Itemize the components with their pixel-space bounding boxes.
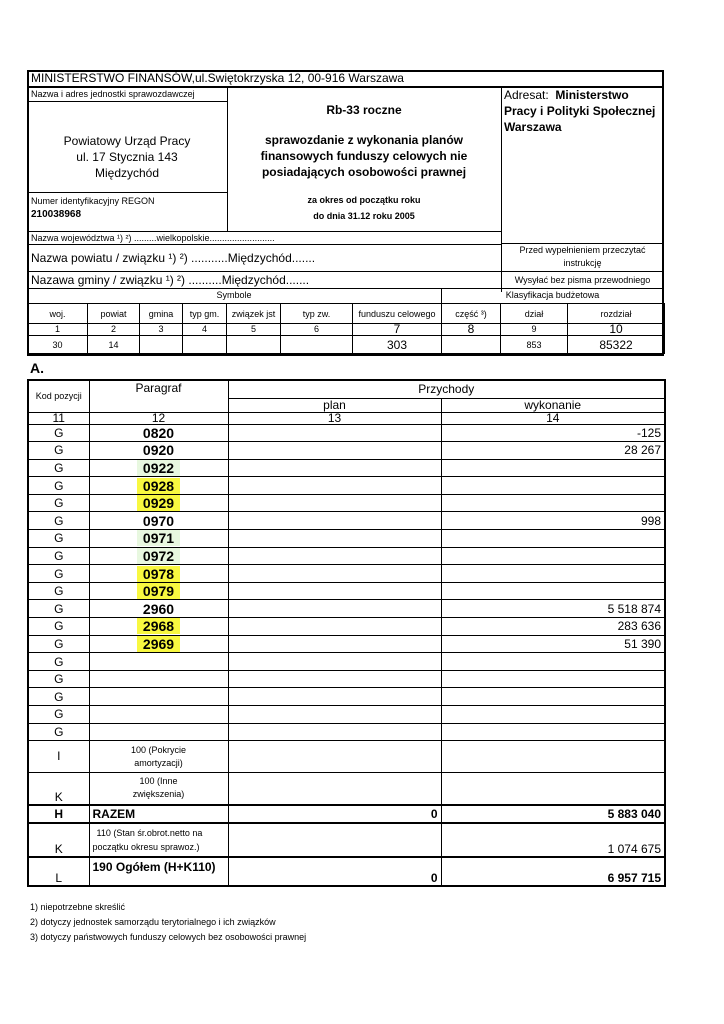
row-code: G — [28, 688, 89, 706]
row-code: G — [28, 670, 89, 688]
row-wykonanie — [441, 653, 665, 671]
row-wykonanie — [441, 459, 665, 477]
paragraph-text: 100 (Inne — [139, 776, 178, 787]
divider — [27, 192, 227, 193]
col-dzial: dział — [501, 304, 568, 324]
footnote: 2) dotyczy jednostek samorządu terytorialnego i ich związków — [30, 917, 276, 927]
col-number: 9 — [501, 324, 568, 336]
table-row — [28, 530, 665, 548]
table-row — [28, 565, 665, 583]
col-gmina: gmina — [140, 304, 183, 324]
paragraph-code: 0928 — [137, 478, 180, 494]
commune: Nazawa gminy / związku ¹) ²) ..........Międzychód....... — [31, 273, 310, 287]
row-wykonanie: -125 — [441, 424, 665, 442]
send-note: Wysyłać bez pisma przewodniego — [514, 275, 651, 285]
row-plan — [228, 565, 441, 583]
row-plan — [228, 688, 441, 706]
row-wykonanie — [441, 706, 665, 724]
paragraph-code: 0920 — [142, 442, 175, 459]
report-period: do dnia 31.12 roku 2005 — [313, 211, 415, 221]
row-plan — [228, 494, 441, 512]
regon-value: 210038968 — [31, 209, 82, 220]
table-row — [28, 688, 665, 706]
paragraph-code: 2960 — [142, 600, 175, 617]
addressee — [504, 88, 629, 102]
paragraph-code: 2968 — [137, 618, 180, 634]
report-period: za okres od początku roku — [307, 195, 421, 205]
col-powiat: powiat — [88, 304, 140, 324]
row-wykonanie: 998 — [441, 512, 665, 530]
col-typ-gm: typ gm. — [183, 304, 227, 324]
row-wykonanie: 5 518 874 — [441, 600, 665, 618]
paragraph-code — [153, 706, 165, 722]
col-typ-zw: typ zw. — [281, 304, 353, 324]
row-plan — [228, 459, 441, 477]
row-plan — [228, 653, 441, 671]
row-plan — [228, 512, 441, 530]
revenue-table — [27, 379, 666, 887]
col-number: 11 — [28, 412, 89, 424]
paragraph-code: 0972 — [137, 548, 180, 564]
row-paragraph — [89, 459, 228, 477]
row-paragraph — [89, 477, 228, 495]
addressee-name: Ministerstwo — [555, 88, 629, 102]
row-wykonanie: 5 883 040 — [441, 805, 665, 823]
row-plan — [228, 530, 441, 548]
header-plan: plan — [228, 398, 441, 412]
col-number: 3 — [140, 324, 183, 336]
row-plan — [228, 706, 441, 724]
paragraph-text: początku okresu sprawoz.) — [92, 841, 200, 852]
row-wykonanie: 1 074 675 — [441, 823, 665, 857]
header-kod: Kod pozycji — [28, 380, 89, 412]
paragraph-code — [153, 671, 165, 687]
section-heading: A. — [30, 360, 44, 376]
header-paragraf: Paragraf — [89, 380, 228, 412]
col-number: 2 — [88, 324, 140, 336]
value-woj: 30 — [28, 336, 88, 354]
table-row — [28, 618, 665, 636]
row-paragraph — [89, 635, 228, 653]
row-code: H — [28, 805, 89, 823]
value-fundusz: 303 — [353, 336, 442, 354]
paragraph-code: 0978 — [137, 566, 180, 582]
header-wykonanie: wykonanie — [441, 398, 665, 412]
row-code: G — [28, 653, 89, 671]
row-paragraph — [89, 706, 228, 724]
paragraph-text: 100 (Pokrycie — [130, 744, 187, 755]
row-plan — [228, 600, 441, 618]
value-zwiazek-jst — [227, 336, 281, 354]
unit-city: Międzychód — [94, 166, 160, 180]
table-row — [28, 670, 665, 688]
row-code: K — [28, 823, 89, 857]
table-row — [28, 600, 665, 618]
col-fundusz: funduszu celowego — [353, 304, 442, 324]
value-rozdzial: 85322 — [568, 336, 665, 354]
row-code: G — [28, 547, 89, 565]
col-number: 13 — [228, 412, 441, 424]
row-paragraph — [89, 600, 228, 618]
row-wykonanie: 283 636 — [441, 618, 665, 636]
row-paragraph — [89, 741, 228, 773]
row-code: G — [28, 459, 89, 477]
row-paragraph — [89, 723, 228, 741]
row-wykonanie — [441, 688, 665, 706]
regon-label: Numer identyfikacyjny REGON — [31, 196, 155, 206]
addressee-label: Adresat: — [504, 88, 549, 102]
row-wykonanie — [441, 477, 665, 495]
divider — [27, 271, 664, 272]
row-code: L — [28, 857, 89, 886]
report-title: posiadających osobowości prawnej — [261, 165, 467, 179]
row-paragraph — [89, 773, 228, 805]
row-wykonanie — [441, 741, 665, 773]
row-plan — [228, 424, 441, 442]
value-czesc — [442, 336, 501, 354]
ministry-line: MINISTERSTWO FINANSÓW,ul.Swiętokrzyska 12, 00-916 Warszawa — [31, 71, 404, 85]
row-code: G — [28, 424, 89, 442]
row-plan — [228, 582, 441, 600]
symbols-label: Symbole — [216, 290, 252, 300]
row-paragraph — [89, 424, 228, 442]
row-wykonanie — [441, 565, 665, 583]
row-paragraph — [89, 565, 228, 583]
table-row — [28, 512, 665, 530]
row-wykonanie: 28 267 — [441, 442, 665, 460]
row-code: I — [28, 741, 89, 773]
col-number: 5 — [227, 324, 281, 336]
row-code: G — [28, 530, 89, 548]
value-gmina — [140, 336, 183, 354]
table-row — [28, 459, 665, 477]
paragraph-text: 110 (Stan śr.obrot.netto na — [96, 827, 203, 838]
unit-name: Powiatowy Urząd Pracy — [63, 134, 191, 148]
col-number: 6 — [281, 324, 353, 336]
row-code: G — [28, 477, 89, 495]
row-code: G — [28, 618, 89, 636]
voivodeship: Nazwa województwa ¹) ²) .........wielkopolskie.......................... — [31, 233, 275, 243]
row-plan: 0 — [228, 805, 441, 823]
addressee-name: Pracy i Polityki Społecznej — [504, 104, 656, 118]
col-number: 10 — [568, 324, 665, 336]
row-plan — [228, 547, 441, 565]
row-plan — [228, 618, 441, 636]
symbols-table — [27, 303, 665, 354]
paragraph-code: 2969 — [137, 636, 180, 652]
divider — [441, 288, 442, 303]
row-code: K — [28, 773, 89, 805]
report-title: sprawozdanie z wykonania planów — [264, 133, 464, 147]
paragraph-code — [153, 654, 165, 670]
table-row — [28, 653, 665, 671]
divider — [501, 243, 664, 244]
col-rozdzial: rozdział — [568, 304, 665, 324]
row-wykonanie: 51 390 — [441, 635, 665, 653]
row-paragraph — [89, 688, 228, 706]
table-row — [28, 706, 665, 724]
row-code: G — [28, 512, 89, 530]
table-row — [28, 582, 665, 600]
row-plan — [228, 635, 441, 653]
header-przychody: Przychody — [228, 380, 665, 398]
col-czesc: część ³) — [442, 304, 501, 324]
col-number: 8 — [442, 324, 501, 336]
col-number: 4 — [183, 324, 227, 336]
row-wykonanie — [441, 582, 665, 600]
row-plan — [228, 741, 441, 773]
row-paragraph — [89, 512, 228, 530]
row-code: G — [28, 706, 89, 724]
paragraph-code: 0820 — [142, 424, 175, 441]
paragraph-code — [153, 689, 165, 705]
row-code: G — [28, 565, 89, 583]
row-paragraph — [89, 653, 228, 671]
row-paragraph — [89, 582, 228, 600]
row-code: G — [28, 635, 89, 653]
row-plan — [228, 477, 441, 495]
row-code: G — [28, 442, 89, 460]
row-plan — [228, 442, 441, 460]
table-row — [28, 477, 665, 495]
report-code: Rb-33 roczne — [326, 103, 402, 117]
row-code: G — [28, 582, 89, 600]
row-code: G — [28, 494, 89, 512]
paragraph-code: 0922 — [137, 460, 180, 476]
col-zwiazek-jst: związek jst — [227, 304, 281, 324]
row-wykonanie — [441, 773, 665, 805]
row-paragraph — [89, 618, 228, 636]
row-paragraph: RAZEM — [89, 805, 228, 823]
table-row — [28, 635, 665, 653]
classification-label: Klasyfikacja budżetowa — [505, 290, 600, 300]
paragraph-text: amortyzacji) — [134, 757, 183, 768]
row-paragraph — [89, 670, 228, 688]
table-row — [28, 494, 665, 512]
footnote: 1) niepotrzebne skreślić — [30, 902, 126, 912]
col-woj: woj. — [28, 304, 88, 324]
row-paragraph: 190 Ogółem (H+K110) — [89, 857, 228, 886]
footnote: 3) dotyczy państwowych funduszy celowych bez osobowości prawnej — [30, 932, 307, 942]
table-row — [28, 424, 665, 442]
paragraph-code: 0971 — [137, 530, 180, 546]
table-row — [28, 723, 665, 741]
addressee-city: Warszawa — [504, 120, 562, 134]
value-dzial: 853 — [501, 336, 568, 354]
table-row — [28, 547, 665, 565]
paragraph-text: zwiększenia) — [132, 789, 185, 800]
divider — [27, 288, 664, 289]
county: Nazwa powiatu / związku ¹) ²) ...........Międzychód....... — [31, 251, 316, 265]
col-number: 7 — [353, 324, 442, 336]
row-wykonanie — [441, 723, 665, 741]
row-paragraph — [89, 530, 228, 548]
row-paragraph — [89, 442, 228, 460]
col-number: 1 — [28, 324, 88, 336]
row-paragraph — [89, 823, 228, 857]
instruction-note: instrukcję — [563, 258, 602, 268]
value-typ-gm — [183, 336, 227, 354]
value-typ-zw — [281, 336, 353, 354]
col-number: 12 — [89, 412, 228, 424]
row-plan: 0 — [228, 857, 441, 886]
row-wykonanie — [441, 494, 665, 512]
instruction-note: Przed wypełnieniem przeczytać — [519, 245, 646, 255]
row-wykonanie — [441, 547, 665, 565]
row-plan — [228, 670, 441, 688]
row-code: G — [28, 600, 89, 618]
divider — [27, 231, 501, 232]
row-wykonanie — [441, 670, 665, 688]
table-row — [28, 442, 665, 460]
report-title: finansowych funduszy celowych nie — [260, 149, 468, 163]
row-code: G — [28, 723, 89, 741]
row-paragraph — [89, 494, 228, 512]
value-powiat: 14 — [88, 336, 140, 354]
row-wykonanie — [441, 530, 665, 548]
divider — [27, 244, 501, 245]
row-plan — [228, 773, 441, 805]
unit-label: Nazwa i adres jednostki sprawozdawczej — [31, 89, 195, 99]
divider — [27, 101, 227, 102]
row-paragraph — [89, 547, 228, 565]
paragraph-code: 0979 — [137, 583, 180, 599]
paragraph-code: 0970 — [142, 512, 175, 529]
row-plan — [228, 823, 441, 857]
unit-street: ul. 17 Stycznia 143 — [76, 150, 178, 164]
row-plan — [228, 723, 441, 741]
paragraph-code — [153, 724, 165, 740]
row-wykonanie: 6 957 715 — [441, 857, 665, 886]
col-number: 14 — [441, 412, 665, 424]
paragraph-code: 0929 — [137, 495, 180, 511]
